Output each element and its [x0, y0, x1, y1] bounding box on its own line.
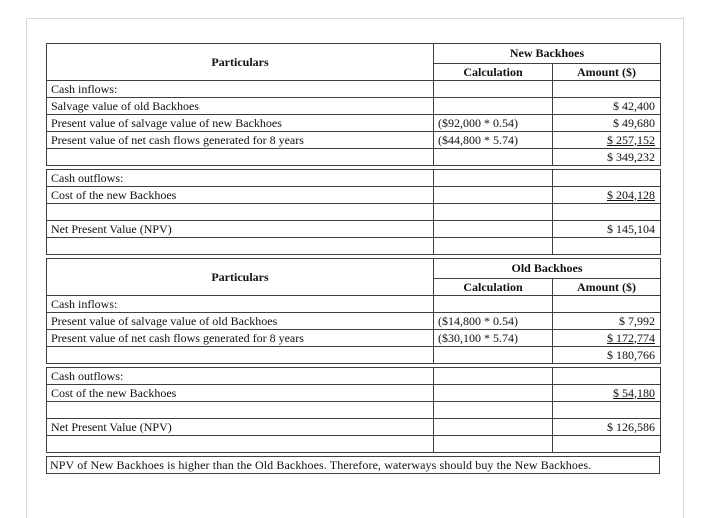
calculation-cell — [434, 385, 553, 402]
table-row — [47, 132, 661, 149]
table-row — [47, 98, 661, 115]
calculation-cell — [434, 204, 553, 221]
calculation-cell — [434, 347, 553, 364]
table-row — [47, 296, 661, 313]
amount-cell — [553, 436, 661, 453]
particulars-cell: Cash inflows: — [47, 81, 434, 98]
amount-cell: $ 180,766 — [553, 347, 661, 364]
calculation-cell — [434, 296, 553, 313]
amount-header: Amount ($) — [553, 64, 661, 81]
particulars-cell — [47, 402, 434, 419]
amount-header: Amount ($) — [553, 279, 661, 296]
amount-cell — [553, 296, 661, 313]
calculation-cell — [434, 436, 553, 453]
calculation-cell — [434, 238, 553, 255]
particulars-cell: Present value of net cash flows generated for 8 years — [47, 132, 434, 149]
amount-cell: $ 257,152 — [553, 132, 661, 149]
particulars-cell: Present value of net cash flows generated for 8 years — [47, 330, 434, 347]
amount-cell: $ 54,180 — [553, 385, 661, 402]
amount-cell — [553, 238, 661, 255]
old-backhoes-table-top — [46, 258, 661, 364]
particulars-cell — [47, 149, 434, 166]
calculation-cell — [434, 149, 553, 166]
table-row — [47, 187, 661, 204]
particulars-cell: Cash outflows: — [47, 368, 434, 385]
table-row — [47, 385, 661, 402]
new-backhoes-table-top — [46, 43, 661, 166]
calculation-header: Calculation — [434, 279, 553, 296]
amount-cell: $ 145,104 — [553, 221, 661, 238]
new-backhoes-title: New Backhoes — [434, 44, 661, 64]
calculation-cell — [434, 170, 553, 187]
npv-row — [47, 221, 661, 238]
particulars-cell: Cost of the new Backhoes — [47, 187, 434, 204]
calculation-cell: ($92,000 * 0.54) — [434, 115, 553, 132]
table-row — [47, 313, 661, 330]
table-header-row — [47, 259, 661, 279]
new-backhoes-table-bottom — [46, 169, 661, 255]
amount-cell: $ 7,992 — [553, 313, 661, 330]
calculation-cell — [434, 419, 553, 436]
particulars-cell: Salvage value of old Backhoes — [47, 98, 434, 115]
subtotal-row — [47, 347, 661, 364]
particulars-cell — [47, 347, 434, 364]
calculation-cell: ($44,800 * 5.74) — [434, 132, 553, 149]
calculation-cell — [434, 221, 553, 238]
particulars-header: Particulars — [47, 44, 434, 81]
calculation-header: Calculation — [434, 64, 553, 81]
particulars-cell — [47, 436, 434, 453]
calculation-cell — [434, 187, 553, 204]
calculation-cell: ($30,100 * 5.74) — [434, 330, 553, 347]
amount-cell — [553, 402, 661, 419]
table-row — [47, 81, 661, 98]
calculation-cell — [434, 98, 553, 115]
table-row — [47, 330, 661, 347]
particulars-cell: Cash inflows: — [47, 296, 434, 313]
amount-cell: $ 42,400 — [553, 98, 661, 115]
conclusion-table — [46, 456, 660, 474]
table-row — [47, 115, 661, 132]
particulars-cell: Present value of salvage value of old Backhoes — [47, 313, 434, 330]
conclusion-text: NPV of New Backhoes is higher than the Old Backhoes. Therefore, waterways should buy the New Backhoes. — [47, 457, 660, 474]
calculation-cell — [434, 368, 553, 385]
conclusion-row — [47, 457, 660, 474]
npv-comparison-sheet — [46, 43, 662, 474]
calculation-cell: ($14,800 * 0.54) — [434, 313, 553, 330]
amount-cell: $ 172,774 — [553, 330, 661, 347]
spacer-row — [47, 204, 661, 221]
amount-cell — [553, 368, 661, 385]
table-row — [47, 170, 661, 187]
calculation-cell — [434, 402, 553, 419]
particulars-cell: Net Present Value (NPV) — [47, 221, 434, 238]
calculation-cell — [434, 81, 553, 98]
amount-cell: $ 204,128 — [553, 187, 661, 204]
particulars-cell — [47, 204, 434, 221]
amount-cell: $ 349,232 — [553, 149, 661, 166]
spacer-row — [47, 238, 661, 255]
spacer-row — [47, 402, 661, 419]
amount-cell — [553, 81, 661, 98]
particulars-cell — [47, 238, 434, 255]
subtotal-row — [47, 149, 661, 166]
particulars-header: Particulars — [47, 259, 434, 296]
table-row — [47, 368, 661, 385]
particulars-cell: Cost of the new Backhoes — [47, 385, 434, 402]
amount-cell — [553, 204, 661, 221]
table-header-row — [47, 44, 661, 64]
amount-cell: $ 126,586 — [553, 419, 661, 436]
old-backhoes-title: Old Backhoes — [434, 259, 661, 279]
particulars-cell: Net Present Value (NPV) — [47, 419, 434, 436]
amount-cell — [553, 170, 661, 187]
particulars-cell: Cash outflows: — [47, 170, 434, 187]
old-backhoes-table-bottom — [46, 367, 661, 453]
spacer-row — [47, 436, 661, 453]
npv-row — [47, 419, 661, 436]
amount-cell: $ 49,680 — [553, 115, 661, 132]
particulars-cell: Present value of salvage value of new Backhoes — [47, 115, 434, 132]
